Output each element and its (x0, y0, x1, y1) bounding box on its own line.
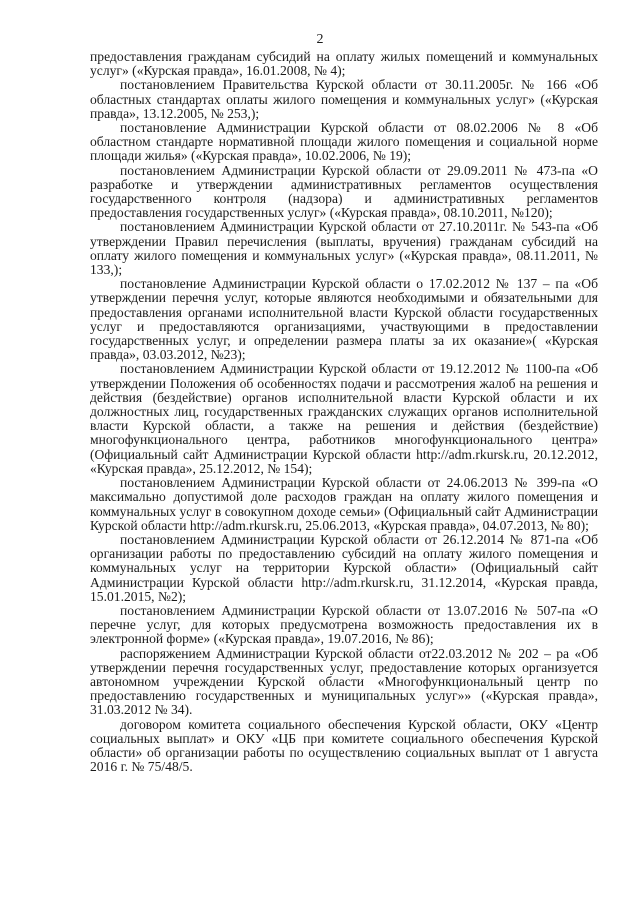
paragraph-continuation: предоставления гражданам субсидий на оплату жилых помещений и коммунальных услуг» («Курская правда», 16.01.2008, № 4); (90, 49, 598, 79)
paragraph-regulation-543: постановлением Администрации Курской области от 27.10.2011г. № 543-па «Об утверждении Правил перечисления (выплаты, вручения) гражданам субсидий на оплату жилого помещения и коммунальных услуг» («Курская правда», 08.11.2011, № 133,); (90, 219, 598, 278)
paragraph-regulation-399: постановлением Администрации Курской области от 24.06.2013 № 399-па «О максимально допустимой доле расходов граждан на оплату жилого помещения и коммунальных услуг в совокупном доходе семьи» (Официальный сайт Администрации Курской области http://adm.rkursk.ru, 25.06.2013, «Курская правда», 04.07.2013, № 80); (90, 475, 598, 533)
paragraph-regulation-473: постановлением Администрации Курской области от 29.09.2011 № 473-па «О разработке и утверждении административных регламентов осуществления государственного контроля (надзора) и административных регламентов предоставления государственных услуг» («Курская правда», 08.10.2011, №120); (90, 162, 598, 221)
paragraph-regulation-871: постановлением Администрации Курской области от 26.12.2014 № 871-па «Об организации работы по предоставлению субсидий на оплату жилого помещения и коммунальных услуг на территории Курской области» (Официальный сайт Администрации Курской области http://adm.rkursk.ru, 31.12.2014, «Курская правда, 15.01.2015, №2); (90, 531, 598, 604)
document-body (90, 50, 598, 774)
page-number: 2 (316, 32, 324, 47)
paragraph-regulation-1100: постановлением Администрации Курской области от 19.12.2012 № 1100-па «Об утверждении Положения об особенностях подачи и рассмотрения жалоб на решения и действия (бездействие) органов исполнительной власти Курской области и их должностных лиц, государственных гражданских служащих органов исполнительной власти Курской области, а также на решения и действия (бездействие) многофункционального центра, работников многофункционального центра» (Официальный сайт Администрации Курской области http://adm.rkursk.ru, 20.12.2012, «Курская правда», 25.12.2012, № 154); (90, 361, 598, 476)
paragraph-regulation-507: постановлением Администрации Курской области от 13.07.2016 № 507-па «О перечне услуг, для которых предусмотрена возможность предоставления их в электронной форме» («Курская правда», 19.07.2016, № 86); (90, 602, 598, 647)
paragraph-regulation-137: постановление Администрации Курской области о 17.02.2012 № 137 – па «Об утверждении перечня услуг, которые являются необходимыми и обязательными для предоставления органами исполнительной власти Курской области государственных услуг и предоставляются организациями, участвующими в предоставлении государственных услуг, и определении размера платы за их оказание»( «Курская правда», 03.03.2012, №23); (90, 276, 598, 363)
paragraph-agreement: договором комитета социального обеспечения Курской области, ОКУ «Центр социальных выплат» и ОКУ «ЦБ при комитете социального обеспечения Курской области» об организации работы по осуществлению социальных выплат от 1 августа 2016 г. № 75/48/5. (90, 716, 598, 775)
paragraph-regulation-166: постановлением Правительства Курской области от 30.11.2005г. № 166 «Об областных стандартах оплаты жилого помещения и коммунальных услуг» («Курская правда», 13.12.2005, № 253,); (90, 77, 598, 121)
paragraph-regulation-8: постановление Администрации Курской области от 08.02.2006 № 8 «Об областном стандарте нормативной площади жилого помещения и социальной норме площади жилья» («Курская правда», 10.02.2006, № 19); (90, 120, 598, 164)
paragraph-order-202: распоряжением Администрации Курской области от22.03.2012 № 202 – ра «Об утверждении перечня государственных услуг, предоставление которых организуется автономном учреждении Курской области «Многофункциональный центр по предоставлению государственных и муниципальных услуг»» («Курская правда», 31.03.2012 № 34). (90, 645, 598, 718)
